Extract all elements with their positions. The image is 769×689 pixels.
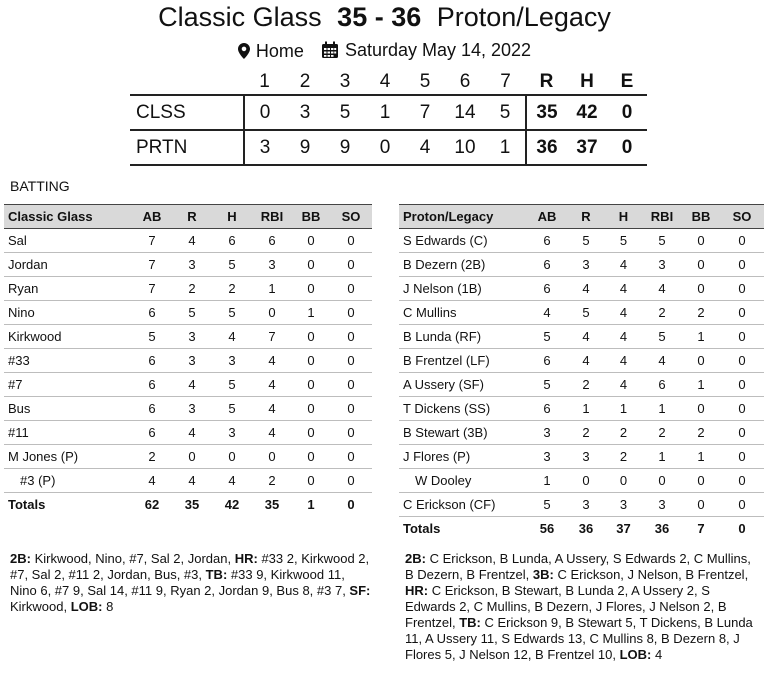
inning-score: 1 <box>485 130 526 165</box>
player-row <box>399 397 764 421</box>
player-stat: 4 <box>567 325 605 349</box>
note-text: Kirkwood, Nino, #7, Sal 2, Jordan, <box>30 551 235 566</box>
errors-header: E <box>620 71 634 92</box>
player-stat: 0 <box>682 397 720 421</box>
player-stat: 5 <box>642 325 682 349</box>
inning-score: 3 <box>285 95 325 130</box>
total-runs: 36 <box>526 130 567 165</box>
game-title <box>0 0 769 34</box>
player-stat: 0 <box>720 493 764 517</box>
player-stat: 5 <box>527 325 567 349</box>
note-label: 2B: <box>405 551 426 566</box>
player-stat: 5 <box>567 229 605 253</box>
player-stat: 5 <box>172 301 212 325</box>
stat-column-header: H <box>212 205 252 229</box>
player-stat: 1 <box>642 445 682 469</box>
totals-row <box>4 493 372 517</box>
player-name: B Lunda (RF) <box>399 325 527 349</box>
player-stat: 1 <box>682 373 720 397</box>
player-stat: 5 <box>212 253 252 277</box>
player-stat: 2 <box>642 421 682 445</box>
player-stat: 0 <box>292 397 330 421</box>
player-row <box>399 325 764 349</box>
player-stat: 6 <box>642 373 682 397</box>
player-stat: 0 <box>682 229 720 253</box>
stat-column-header: BB <box>292 205 330 229</box>
inning-score: 0 <box>365 130 405 165</box>
inning-score: 4 <box>405 130 445 165</box>
player-name: Jordan <box>4 253 132 277</box>
player-stat: 6 <box>527 277 567 301</box>
stat-column-header: R <box>567 205 605 229</box>
player-row <box>4 373 372 397</box>
player-stat: 0 <box>330 421 372 445</box>
player-stat: 0 <box>330 469 372 493</box>
player-stat: 2 <box>642 301 682 325</box>
player-stat: 3 <box>567 493 605 517</box>
player-stat: 7 <box>252 325 292 349</box>
inning-header: 2 <box>299 71 311 92</box>
player-stat: 0 <box>720 373 764 397</box>
player-stat: 0 <box>292 229 330 253</box>
inning-header: 4 <box>379 71 391 92</box>
note-text: #33 2, Kirkwood 2, #7, Sal 2, #11 2, Jordan, Bus, #3, <box>10 551 370 582</box>
player-stat: 0 <box>720 229 764 253</box>
player-stat: 3 <box>172 397 212 421</box>
inning-score: 14 <box>445 95 485 130</box>
total-stat: 35 <box>184 497 200 512</box>
player-row <box>4 445 372 469</box>
stat-column-header: AB <box>132 205 172 229</box>
player-stat: 4 <box>605 253 642 277</box>
player-stat: 0 <box>642 469 682 493</box>
player-stat: 2 <box>605 421 642 445</box>
player-stat: 3 <box>567 253 605 277</box>
stat-column-header: AB <box>527 205 567 229</box>
player-stat: 5 <box>605 229 642 253</box>
player-stat: 0 <box>330 373 372 397</box>
player-stat: 0 <box>682 277 720 301</box>
note-text: C Erickson, B Lunda, A Ussery, S Edwards 2, C Mullins, B Dezern, B Frentzel, <box>405 551 751 582</box>
player-stat: 0 <box>682 493 720 517</box>
player-stat: 5 <box>132 325 172 349</box>
line-score-row-home <box>130 95 647 130</box>
team-abbr: PRTN <box>130 130 244 165</box>
player-stat: 6 <box>252 229 292 253</box>
date-info <box>321 38 531 62</box>
player-stat: 6 <box>527 397 567 421</box>
player-stat: 3 <box>567 445 605 469</box>
player-row <box>399 373 764 397</box>
totals-row <box>399 517 764 541</box>
player-name: T Dickens (SS) <box>399 397 527 421</box>
player-stat: 4 <box>212 325 252 349</box>
map-pin-icon <box>238 43 250 59</box>
inning-score: 1 <box>365 95 405 130</box>
player-stat: 0 <box>720 445 764 469</box>
player-row <box>399 277 764 301</box>
player-stat: 3 <box>527 421 567 445</box>
player-stat: 7 <box>132 229 172 253</box>
player-stat: 4 <box>252 373 292 397</box>
player-stat: 2 <box>567 373 605 397</box>
final-score: 35 - 36 <box>337 2 422 32</box>
player-stat: 0 <box>330 229 372 253</box>
player-stat: 0 <box>567 469 605 493</box>
player-stat: 6 <box>132 421 172 445</box>
batting-notes-away <box>405 551 763 663</box>
player-stat: 4 <box>172 373 212 397</box>
player-stat: 0 <box>330 301 372 325</box>
player-stat: 3 <box>605 493 642 517</box>
player-stat: 4 <box>212 469 252 493</box>
note-text: 4 <box>651 647 663 662</box>
total-stat: 56 <box>539 521 555 536</box>
total-stat: 62 <box>144 497 160 512</box>
player-name: A Ussery (SF) <box>399 373 527 397</box>
player-stat: 0 <box>720 469 764 493</box>
player-row <box>4 397 372 421</box>
total-errors: 0 <box>607 130 647 165</box>
player-name: B Stewart (3B) <box>399 421 527 445</box>
player-name: W Dooley <box>399 469 527 493</box>
player-name: S Edwards (C) <box>399 229 527 253</box>
inning-header: 1 <box>259 71 270 92</box>
player-stat: 0 <box>330 349 372 373</box>
stat-column-header: RBI <box>642 205 682 229</box>
player-stat: 3 <box>172 349 212 373</box>
player-name: #3 (P) <box>4 469 132 493</box>
player-stat: 5 <box>212 373 252 397</box>
player-stat: 0 <box>605 469 642 493</box>
team-column-header: Proton/Legacy <box>399 205 527 229</box>
player-stat: 4 <box>527 301 567 325</box>
player-stat: 2 <box>252 469 292 493</box>
note-label: LOB: <box>70 599 103 614</box>
player-stat: 4 <box>605 325 642 349</box>
player-name: Ryan <box>4 277 132 301</box>
player-stat: 1 <box>605 397 642 421</box>
player-stat: 0 <box>172 445 212 469</box>
player-stat: 6 <box>132 373 172 397</box>
player-stat: 0 <box>720 421 764 445</box>
batting-section-title: BATTING <box>10 178 70 194</box>
player-stat: 4 <box>172 229 212 253</box>
player-stat: 5 <box>527 493 567 517</box>
player-stat: 0 <box>212 445 252 469</box>
player-name: M Jones (P) <box>4 445 132 469</box>
player-stat: 7 <box>132 253 172 277</box>
player-stat: 1 <box>567 397 605 421</box>
total-stat: 7 <box>697 521 705 536</box>
player-stat: 0 <box>252 301 292 325</box>
player-stat: 4 <box>605 373 642 397</box>
player-stat: 4 <box>132 469 172 493</box>
location-info <box>238 39 304 63</box>
player-row <box>4 229 372 253</box>
player-name: J Flores (P) <box>399 445 527 469</box>
player-stat: 6 <box>527 349 567 373</box>
player-stat: 4 <box>172 469 212 493</box>
runs-header: R <box>539 71 554 92</box>
player-name: Sal <box>4 229 132 253</box>
player-stat: 0 <box>330 325 372 349</box>
inning-score: 9 <box>285 130 325 165</box>
batting-notes-home <box>10 551 375 615</box>
player-row <box>4 277 372 301</box>
player-stat: 2 <box>605 445 642 469</box>
player-name: #11 <box>4 421 132 445</box>
player-stat: 0 <box>330 253 372 277</box>
player-stat: 1 <box>682 325 720 349</box>
player-row <box>399 469 764 493</box>
batting-header-row <box>399 205 764 229</box>
note-text: 8 <box>102 599 114 614</box>
player-stat: 4 <box>642 277 682 301</box>
player-stat: 4 <box>605 301 642 325</box>
note-label: 2B: <box>10 551 31 566</box>
player-stat: 4 <box>252 349 292 373</box>
player-stat: 1 <box>642 397 682 421</box>
player-stat: 0 <box>292 421 330 445</box>
player-row <box>399 301 764 325</box>
total-stat: 1 <box>307 497 315 512</box>
player-stat: 2 <box>682 421 720 445</box>
player-stat: 1 <box>527 469 567 493</box>
total-stat: 36 <box>654 521 670 536</box>
player-stat: 6 <box>212 229 252 253</box>
player-row <box>399 229 764 253</box>
player-row <box>399 421 764 445</box>
player-stat: 0 <box>720 325 764 349</box>
player-row <box>4 349 372 373</box>
inning-header: 7 <box>500 71 511 92</box>
player-stat: 3 <box>212 421 252 445</box>
line-score-row-away <box>130 130 647 165</box>
player-stat: 1 <box>682 445 720 469</box>
player-name: Bus <box>4 397 132 421</box>
player-stat: 3 <box>642 253 682 277</box>
inning-score: 5 <box>485 95 526 130</box>
player-stat: 0 <box>720 397 764 421</box>
note-text: #33 9, Kirkwood 11, Nino 6, #7 9, Sal 14, #11 9, Ryan 2, Jordan 9, Bus 8, #3 7, <box>10 567 350 598</box>
inning-header: 6 <box>459 71 471 92</box>
player-row <box>4 421 372 445</box>
player-stat: 0 <box>292 469 330 493</box>
player-name: J Nelson (1B) <box>399 277 527 301</box>
player-stat: 3 <box>527 445 567 469</box>
stat-column-header: R <box>172 205 212 229</box>
player-stat: 0 <box>252 445 292 469</box>
player-stat: 2 <box>682 301 720 325</box>
player-name: Nino <box>4 301 132 325</box>
batting-table-away <box>399 204 764 540</box>
note-text: Kirkwood, <box>10 599 71 614</box>
away-team-name: Proton/Legacy <box>436 2 611 32</box>
inning-score: 7 <box>405 95 445 130</box>
player-row <box>4 301 372 325</box>
player-stat: 5 <box>642 229 682 253</box>
note-label: LOB: <box>619 647 652 662</box>
player-row <box>399 493 764 517</box>
date-text: Saturday May 14, 2022 <box>344 40 532 60</box>
player-stat: 0 <box>720 301 764 325</box>
player-stat: 7 <box>132 277 172 301</box>
note-text: C Erickson, J Nelson, B Frentzel, <box>553 567 749 582</box>
player-stat: 4 <box>252 397 292 421</box>
player-stat: 0 <box>330 445 372 469</box>
note-label: SF: <box>349 583 371 598</box>
player-stat: 0 <box>720 253 764 277</box>
player-name: Kirkwood <box>4 325 132 349</box>
note-label: TB: <box>205 567 228 582</box>
player-stat: 4 <box>252 421 292 445</box>
player-stat: 0 <box>292 325 330 349</box>
total-stat: 0 <box>347 497 355 512</box>
player-name: C Erickson (CF) <box>399 493 527 517</box>
player-stat: 0 <box>330 277 372 301</box>
player-row <box>4 325 372 349</box>
total-runs: 35 <box>526 95 567 130</box>
player-stat: 3 <box>252 253 292 277</box>
player-name: B Frentzel (LF) <box>399 349 527 373</box>
hits-header: H <box>580 71 594 92</box>
player-stat: 5 <box>527 373 567 397</box>
line-score-table <box>130 70 647 166</box>
player-row <box>4 469 372 493</box>
batting-table-home <box>4 204 372 516</box>
note-text: C Erickson, B Stewart, B Lunda 2, A Ussery 2, S Edwards 2, C Mullins, B Dezern, J Flores, J Nelson 2, B Frentzel, <box>405 583 727 630</box>
total-hits: 42 <box>567 95 607 130</box>
player-stat: 4 <box>567 349 605 373</box>
player-stat: 5 <box>212 397 252 421</box>
player-stat: 4 <box>605 349 642 373</box>
player-stat: 0 <box>720 349 764 373</box>
player-stat: 0 <box>330 397 372 421</box>
inning-score: 9 <box>325 130 365 165</box>
player-stat: 6 <box>132 397 172 421</box>
player-stat: 0 <box>292 373 330 397</box>
note-label: 3B: <box>532 567 554 582</box>
player-name: #33 <box>4 349 132 373</box>
player-stat: 3 <box>212 349 252 373</box>
player-stat: 1 <box>292 301 330 325</box>
player-stat: 2 <box>212 277 252 301</box>
stat-column-header: SO <box>720 205 764 229</box>
player-stat: 6 <box>527 253 567 277</box>
player-stat: 0 <box>292 253 330 277</box>
player-stat: 6 <box>132 349 172 373</box>
inning-header: 5 <box>419 71 431 92</box>
player-stat: 5 <box>212 301 252 325</box>
player-name: #7 <box>4 373 132 397</box>
note-label: HR: <box>405 583 429 598</box>
player-stat: 3 <box>172 325 212 349</box>
player-row <box>399 349 764 373</box>
player-row <box>399 253 764 277</box>
inning-score: 10 <box>445 130 485 165</box>
player-stat: 6 <box>132 301 172 325</box>
note-text: C Erickson 9, B Stewart 5, T Dickens, B Lunda 11, A Ussery 11, S Edwards 13, C Mullins 8, B Dezern 8, J Flores 5, J Nelson 12, B Frentzel 10, <box>405 615 753 662</box>
stat-column-header: H <box>605 205 642 229</box>
inning-score: 3 <box>244 130 285 165</box>
player-stat: 1 <box>252 277 292 301</box>
totals-label: Totals <box>403 521 441 536</box>
player-name: B Dezern (2B) <box>399 253 527 277</box>
home-team-name: Classic Glass <box>158 2 322 32</box>
calendar-icon <box>321 41 339 59</box>
player-stat: 3 <box>172 253 212 277</box>
player-stat: 0 <box>682 253 720 277</box>
inning-score: 0 <box>244 95 285 130</box>
player-stat: 4 <box>567 277 605 301</box>
total-errors: 0 <box>607 95 647 130</box>
stat-column-header: SO <box>330 205 372 229</box>
player-stat: 6 <box>527 229 567 253</box>
batting-header-row <box>4 205 372 229</box>
total-stat: 42 <box>224 497 240 512</box>
player-stat: 2 <box>567 421 605 445</box>
player-stat: 0 <box>682 469 720 493</box>
player-stat: 3 <box>642 493 682 517</box>
note-label: TB: <box>459 615 481 630</box>
inning-score: 5 <box>325 95 365 130</box>
inning-header: 3 <box>339 71 351 92</box>
player-stat: 5 <box>567 301 605 325</box>
stat-column-header: RBI <box>252 205 292 229</box>
player-stat: 4 <box>172 421 212 445</box>
player-name: C Mullins <box>399 301 527 325</box>
player-stat: 0 <box>682 349 720 373</box>
totals-label: Totals <box>8 497 46 512</box>
player-stat: 0 <box>720 277 764 301</box>
total-stat: 35 <box>264 497 280 512</box>
player-stat: 4 <box>642 349 682 373</box>
total-stat: 36 <box>578 521 594 536</box>
total-hits: 37 <box>567 130 607 165</box>
team-column-header: Classic Glass <box>4 205 132 229</box>
location-text: Home <box>255 41 304 61</box>
player-row <box>4 253 372 277</box>
player-stat: 2 <box>132 445 172 469</box>
team-abbr: CLSS <box>130 95 244 130</box>
player-stat: 0 <box>292 277 330 301</box>
stat-column-header: BB <box>682 205 720 229</box>
player-stat: 4 <box>605 277 642 301</box>
total-stat: 37 <box>616 521 631 536</box>
total-stat: 0 <box>738 521 746 536</box>
player-stat: 2 <box>172 277 212 301</box>
player-stat: 0 <box>292 445 330 469</box>
player-row <box>399 445 764 469</box>
note-label: HR: <box>234 551 258 566</box>
game-meta <box>0 38 769 65</box>
player-stat: 0 <box>292 349 330 373</box>
